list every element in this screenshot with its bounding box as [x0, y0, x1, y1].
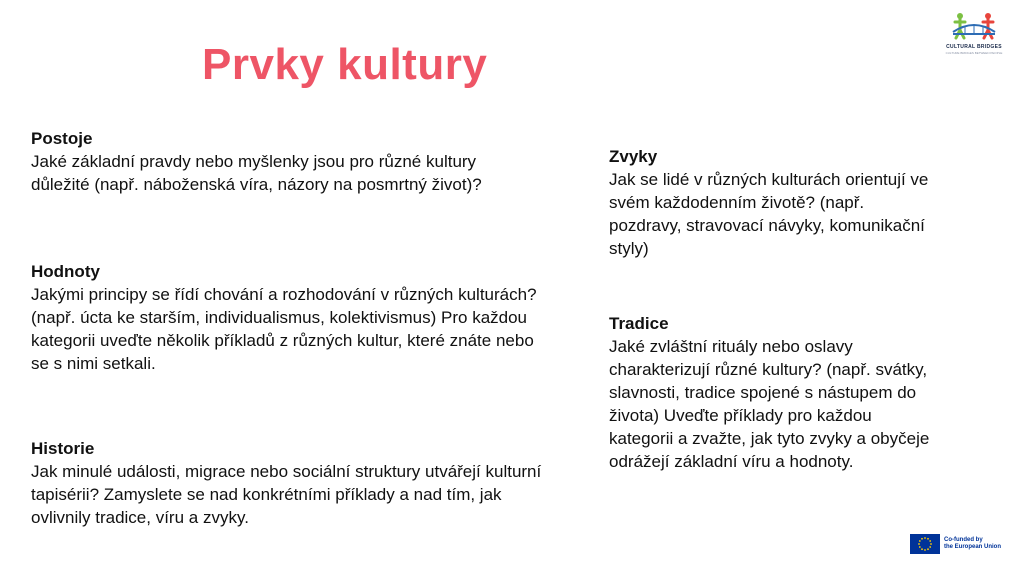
section-heading: Hodnoty — [31, 262, 100, 281]
section-heading: Historie — [31, 439, 95, 458]
section-hodnoty — [31, 260, 551, 375]
section-text: Jaké základní pravdy nebo myšlenky jsou pro různé kultury důležité (např. náboženská víra, názory na posmrtný život)? — [31, 152, 482, 194]
eu-badge-line2: the European Union — [944, 544, 1001, 550]
section-heading: Tradice — [609, 314, 669, 333]
section-tradice — [609, 312, 939, 473]
section-heading: Postoje — [31, 129, 93, 148]
section-text: Jak minulé události, migrace nebo sociální struktury utvářejí kulturní tapisérii? Zamyslete se nad konkrétními příklady a nad tím, jak ovlivnily tradice, víru a zvyky. — [31, 462, 542, 527]
eu-flag-icon — [910, 534, 940, 554]
section-historie — [31, 437, 561, 529]
slide-title: Prvky kultury — [202, 40, 488, 89]
section-postoje — [31, 127, 501, 196]
bridge-people-icon — [951, 12, 997, 42]
logo-tagline: CULTURE BRIDGES BETWEEN PEOPLE — [945, 51, 1003, 55]
section-heading: Zvyky — [609, 147, 658, 166]
section-text: Jaké zvláštní rituály nebo oslavy charakterizují různé kultury? (např. svátky, slavnosti, tradice spojené s nástupem do života) Uveďte příklady pro každou kategorii a zvažte, jak tyto zvyky a obyčeje odrážejí základní víru a hodnoty. — [609, 337, 930, 471]
cultural-bridges-logo — [934, 12, 1014, 68]
logo-name: CULTURAL BRIDGES — [946, 44, 1002, 50]
eu-cofunded-badge — [910, 533, 1018, 555]
eu-badge-line1: Co-funded by — [944, 537, 983, 543]
section-text: Jak se lidé v různých kulturách orientují ve svém každodenním životě? (např. pozdravy, stravovací návyky, komunikační styly) — [609, 170, 929, 258]
section-text: Jakými principy se řídí chování a rozhodování v různých kulturách? (např. úcta ke starším, individualismus, kolektivismus) Pro každou kategorii uveďte několik příkladů z různých kultur, které znáte nebo se s nimi setkali. — [31, 285, 537, 373]
section-zvyky — [609, 145, 929, 260]
